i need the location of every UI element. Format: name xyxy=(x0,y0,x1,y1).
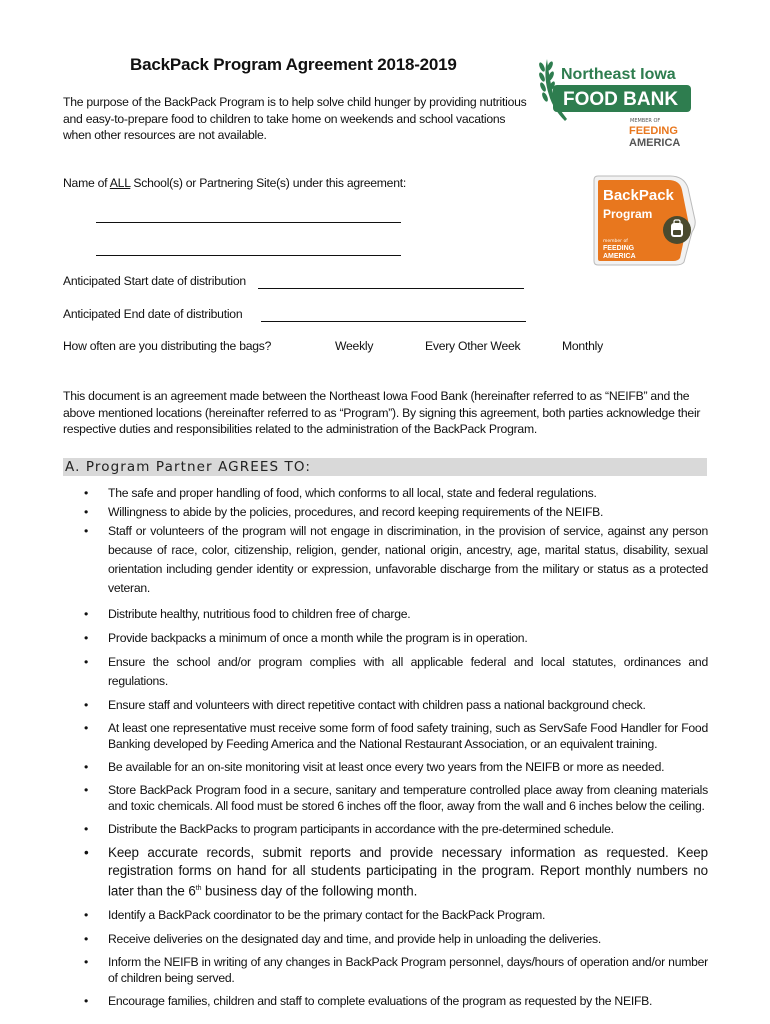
frequency-option-monthly[interactable]: Monthly xyxy=(562,339,603,353)
bp-logo-line1: BackPack xyxy=(603,187,674,204)
frequency-option-weekly[interactable]: Weekly xyxy=(335,339,374,353)
bp-america: AMERICA xyxy=(603,253,636,260)
list-item: • Staff or volunteers of the program will not engage in discrimination, in the provision of service, against any person because of race, color, citizenship, religion, gender, national origin, ancestry, age, marital status, disability, sexual orientation including gender identity or expression, unfavorable discharge from the military or status as a protected veteran. xyxy=(84,522,708,598)
start-date-label: Anticipated Start date of distribution xyxy=(63,274,246,288)
section-a-heading-bar xyxy=(63,458,707,476)
start-date-line[interactable] xyxy=(258,288,524,289)
agreement-paragraph: This document is an agreement made between the Northeast Iowa Food Bank (hereinafter referred to as “NEIFB” and the above mentioned locations (hereinafter referred to as “Program”). By signing this agreement, both parties acknowledge their respective duties and responsibilities related to the administration of the BackPack Program. xyxy=(63,389,701,436)
purpose-paragraph: The purpose of the BackPack Program is to help solve child hunger by providing nutritious and easy-to-prepare food to children to take home on weekends and school vacations when other resources are not available. xyxy=(63,95,527,142)
list-item: • Provide backpacks a minimum of once a month while the program is in operation. xyxy=(84,629,708,648)
neifb-logo-line2: FOOD BANK xyxy=(563,89,679,110)
list-item: • Willingness to abide by the policies, procedures, and record keeping requirements of the NEIFB. xyxy=(84,503,708,522)
list-item: • At least one representative must receive some form of food safety training, such as ServSafe Food Handler for Food Banking developed by Feeding America and the National Restaurant Association, or an equivalent training. xyxy=(84,720,708,752)
schools-label: Name of ALL School(s) or Partnering Site(s) under this agreement: xyxy=(63,176,407,190)
list-item: • Encourage families, children and staff to complete evaluations of the program as requested by the NEIFB. xyxy=(84,992,708,1011)
list-item: • Ensure staff and volunteers with direct repetitive contact with children pass a national background check. xyxy=(84,696,708,715)
document-title: BackPack Program Agreement 2018-2019 xyxy=(130,55,457,74)
list-item: • The safe and proper handling of food, which conforms to all local, state and federal regulations. xyxy=(84,484,708,503)
backpack-program-logo xyxy=(592,174,697,266)
end-date-line[interactable] xyxy=(261,321,526,322)
neifb-member-of: MEMBER OF xyxy=(630,118,661,124)
list-item: • Receive deliveries on the designated day and time, and provide help in unloading the deliveries. xyxy=(84,930,708,949)
list-item: • Keep accurate records, submit reports and provide necessary information as requested. Keep registration forms on hand for all students participating in the program. Report monthly numbers no later than the 6th business day of the following month. xyxy=(84,844,708,900)
neifb-america: AMERICA xyxy=(629,137,681,149)
school-name-line-2[interactable] xyxy=(96,255,401,256)
list-item: • Ensure the school and/or program complies with all applicable federal and local statutes, ordinances and regulations. xyxy=(84,653,708,691)
frequency-option-every-other-week[interactable]: Every Other Week xyxy=(425,339,521,353)
neifb-logo xyxy=(533,55,693,150)
bp-feeding: FEEDING xyxy=(603,245,635,252)
end-date-label: Anticipated End date of distribution xyxy=(63,307,243,321)
list-item: • Distribute the BackPacks to program participants in accordance with the pre-determined schedule. xyxy=(84,820,708,839)
list-item: • Inform the NEIFB in writing of any changes in BackPack Program personnel, days/hours of operation and/or number of children being served. xyxy=(84,954,708,986)
list-item: • Distribute healthy, nutritious food to children free of charge. xyxy=(84,605,708,624)
neifb-feeding: FEEDING xyxy=(629,125,678,137)
list-item: • Be available for an on-site monitoring visit at least once every two years from the NEIFB or more as needed. xyxy=(84,758,708,777)
school-name-line-1[interactable] xyxy=(96,222,401,223)
list-item: • Identify a BackPack coordinator to be the primary contact for the BackPack Program. xyxy=(84,906,708,925)
list-item: • Store BackPack Program food in a secure, sanitary and temperature controlled place away from cleaning materials and toxic chemicals. All food must be stored 6 inches off the floor, away from the wall and 6 inches below the ceiling. xyxy=(84,782,708,814)
neifb-logo-line1: Northeast Iowa xyxy=(561,66,676,83)
frequency-label: How often are you distributing the bags? xyxy=(63,339,272,353)
bp-logo-line2: Program xyxy=(603,207,653,221)
section-a-heading: A. Program Partner AGREES TO: xyxy=(65,459,312,475)
section-a-list xyxy=(84,484,708,1011)
bp-member-of: member of xyxy=(603,239,628,244)
